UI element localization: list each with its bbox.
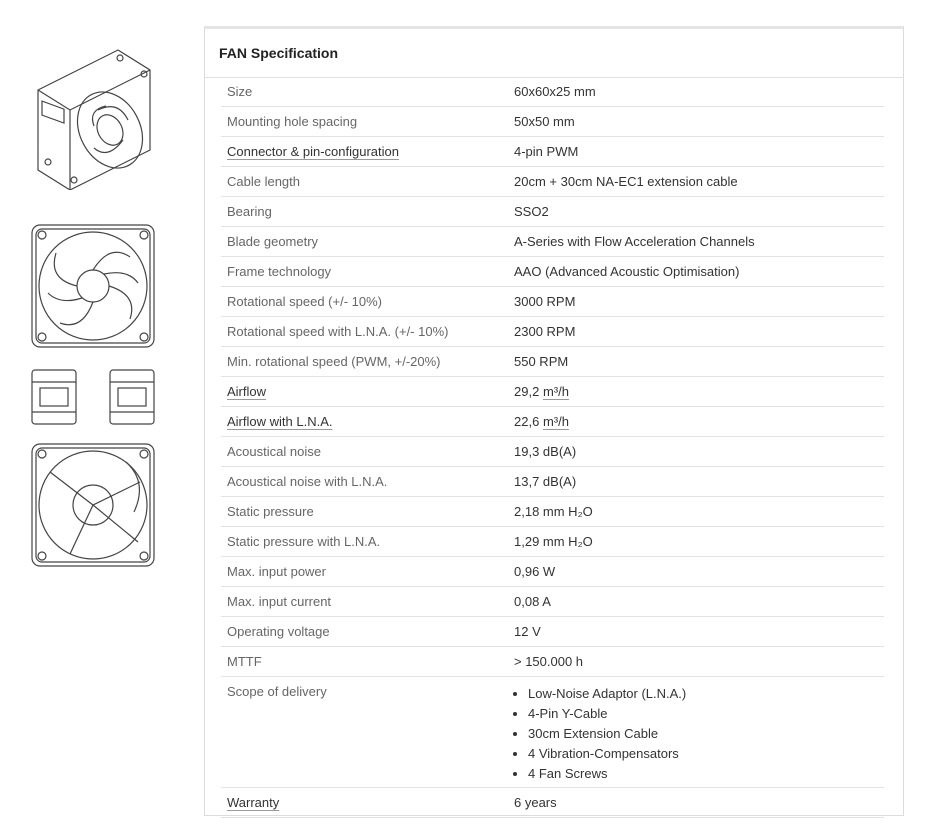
delivery-list	[514, 684, 884, 784]
airflow-lna-unit-link[interactable]: m³/h	[542, 414, 569, 429]
list-item: • 4 Fan Screws	[528, 764, 884, 784]
spec-row-pressure	[221, 497, 884, 527]
spec-row-speed-lna	[221, 317, 884, 347]
spec-value	[514, 677, 884, 787]
spec-label-link[interactable]: Airflow with L.N.A.	[227, 414, 333, 429]
spec-row-airflow	[221, 377, 884, 407]
spec-label: Cable length	[227, 174, 300, 189]
spec-label: Operating voltage	[227, 624, 330, 639]
airflow-unit-link[interactable]: m³/h	[542, 384, 569, 399]
spec-value: 550 RPM	[514, 354, 569, 369]
airflow-number: 29,2	[514, 384, 540, 399]
spec-value: 13,7 dB(A)	[514, 474, 577, 489]
spec-row-bearing	[221, 197, 884, 227]
spec-label: Min. rotational speed (PWM, +/-20%)	[227, 354, 441, 369]
spec-value: 12 V	[514, 624, 541, 639]
list-item: • 4-Pin Y-Cable	[528, 704, 884, 724]
spec-value: 50x50 mm	[514, 114, 575, 129]
spec-row-delivery	[221, 677, 884, 788]
spec-value: 3000 RPM	[514, 294, 576, 309]
spec-label: Static pressure with L.N.A.	[227, 534, 381, 549]
list-item: • 4 Vibration-Compensators	[528, 744, 884, 764]
spec-label: MTTF	[227, 654, 262, 669]
spec-value: 4-pin PWM	[514, 144, 579, 159]
spec-label-link[interactable]: Airflow	[227, 384, 267, 399]
spec-label: Size	[227, 84, 253, 99]
list-item: • 30cm Extension Cable	[528, 724, 884, 744]
spec-label: Scope of delivery	[227, 684, 327, 699]
spec-row-connector	[221, 137, 884, 167]
spec-label: Max. input current	[227, 594, 332, 609]
spec-value: 2300 RPM	[514, 324, 576, 339]
spec-value: 0,08 A	[514, 594, 551, 609]
fan-side-drawing	[30, 368, 156, 426]
spec-label: Acoustical noise	[227, 444, 321, 459]
spec-label: Frame technology	[227, 264, 332, 279]
spec-row-voltage	[221, 617, 884, 647]
spec-value: A-Series with Flow Acceleration Channels	[514, 234, 755, 249]
spec-row-warranty	[221, 788, 884, 818]
spec-label: Rotational speed (+/- 10%)	[227, 294, 383, 309]
spec-row-airflow-lna	[221, 407, 884, 437]
spec-row-frame	[221, 257, 884, 287]
spec-table	[221, 77, 884, 818]
spec-row-power	[221, 557, 884, 587]
spec-value: 6 years	[514, 795, 557, 810]
spec-value: AAO (Advanced Acoustic Optimisation)	[514, 264, 740, 279]
spec-label-link[interactable]: Warranty	[227, 795, 280, 810]
spec-row-noise-lna	[221, 467, 884, 497]
spec-label-link[interactable]: Connector & pin-configuration	[227, 144, 399, 159]
spec-row-cable	[221, 167, 884, 197]
list-item: • Low-Noise Adaptor (L.N.A.)	[528, 684, 884, 704]
spec-row-current	[221, 587, 884, 617]
fan-isometric-drawing	[28, 30, 158, 190]
spec-value: 20cm + 30cm NA-EC1 extension cable	[514, 174, 738, 189]
spec-value	[514, 407, 884, 436]
spec-row-mttf	[221, 647, 884, 677]
spec-panel	[204, 26, 904, 816]
spec-value: 60x60x25 mm	[514, 84, 596, 99]
spec-value: 0,96 W	[514, 564, 556, 579]
spec-row-min-speed	[221, 347, 884, 377]
spec-label: Max. input power	[227, 564, 326, 579]
fan-front-drawing	[30, 223, 156, 349]
airflow-lna-number: 22,6	[514, 414, 540, 429]
spec-row-noise	[221, 437, 884, 467]
fan-back-drawing	[30, 442, 156, 568]
spec-value: SSO2	[514, 204, 549, 219]
spec-row-pressure-lna	[221, 527, 884, 557]
spec-row-mounting	[221, 107, 884, 137]
spec-label: Static pressure	[227, 504, 314, 519]
spec-row-blade	[221, 227, 884, 257]
spec-value	[514, 377, 884, 406]
spec-label: Mounting hole spacing	[227, 114, 358, 129]
spec-label: Acoustical noise with L.N.A.	[227, 474, 388, 489]
spec-row-speed	[221, 287, 884, 317]
spec-label: Bearing	[227, 204, 272, 219]
spec-value: 1,29 mm H₂O	[514, 534, 593, 549]
spec-value: 2,18 mm H₂O	[514, 504, 593, 519]
spec-row-size	[221, 77, 884, 107]
spec-label: Rotational speed with L.N.A. (+/- 10%)	[227, 324, 449, 339]
spec-value: > 150.000 h	[514, 654, 584, 669]
spec-value: 19,3 dB(A)	[514, 444, 577, 459]
panel-title: FAN Specification	[205, 29, 903, 78]
spec-label: Blade geometry	[227, 234, 319, 249]
